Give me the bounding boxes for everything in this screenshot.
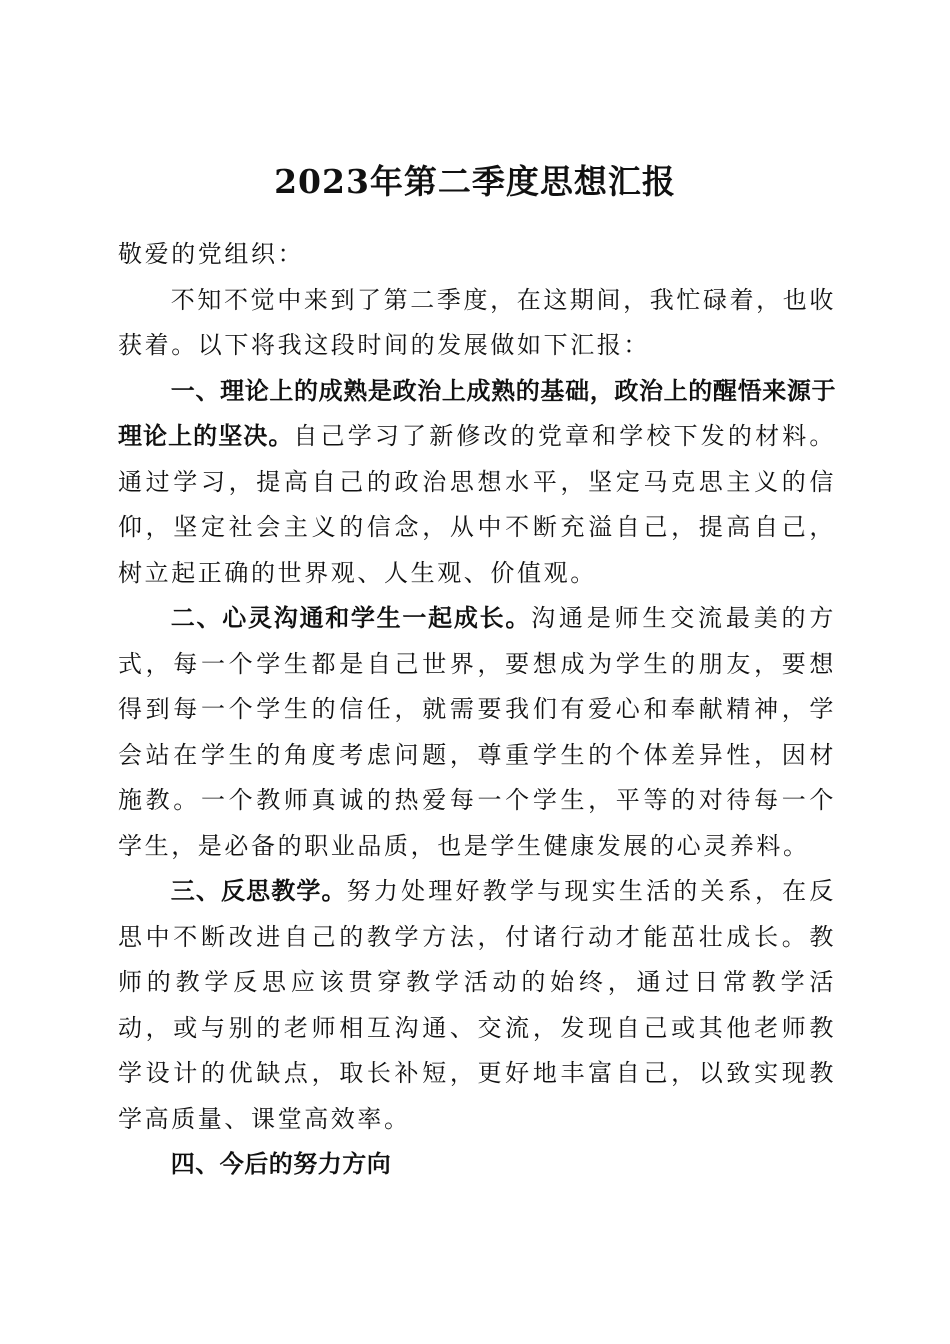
section-2-paragraph	[118, 596, 836, 869]
section-3-heading: 三、反思教学。	[170, 877, 347, 905]
section-4-heading: 四、今后的努力方向	[170, 1150, 392, 1178]
document-body	[118, 232, 836, 1188]
section-2-text: 沟通是师生交流最美的方式，每一个学生都是自己世界，要想成为学生的朋友，要想得到每一个学生的信任，就需要我们有爱心和奉献精神，学会站在学生的角度考虑问题，尊重学生的个体差异性，因材施教。一个教师真诚的热爱每一个学生，平等的对待每一个学生，是必备的职业品质，也是学生健康发展的心灵养料。	[118, 604, 836, 860]
section-3-paragraph	[118, 869, 836, 1142]
document-title: 2023年第二季度思想汇报	[274, 162, 676, 202]
section-2-heading: 二、心灵沟通和学生一起成长。	[170, 604, 532, 632]
intro-paragraph: 不知不觉中来到了第二季度，在这期间，我忙碌着，也收获着。以下将我这段时间的发展做如下汇报：	[118, 285, 836, 359]
section-3-text: 努力处理好教学与现实生活的关系，在反思中不断改进自己的教学方法，付诸行动才能茁壮成长。教师的教学反思应该贯穿教学活动的始终，通过日常教学活动，或与别的老师相互沟通、交流，发现自己或其他老师教学设计的优缺点，取长补短，更好地丰富自己，以致实现教学高质量、课堂高效率。	[118, 877, 836, 1133]
section-1-paragraph	[118, 369, 836, 597]
section-1-text: 自己学习了新修改的党章和学校下发的材料。通过学习，提高自己的政治思想水平，坚定马克思主义的信仰，坚定社会主义的信念，从中不断充溢自己，提高自己，树立起正确的世界观、人生观、价值观。	[118, 422, 837, 587]
section-1-heading: 一、理论上的成熟是政治上成熟的基础，政治上的醒悟来源于理论上的坚决。	[118, 376, 836, 450]
salutation: 敬爱的党组织：	[118, 240, 305, 268]
section-4-paragraph	[118, 1142, 836, 1188]
